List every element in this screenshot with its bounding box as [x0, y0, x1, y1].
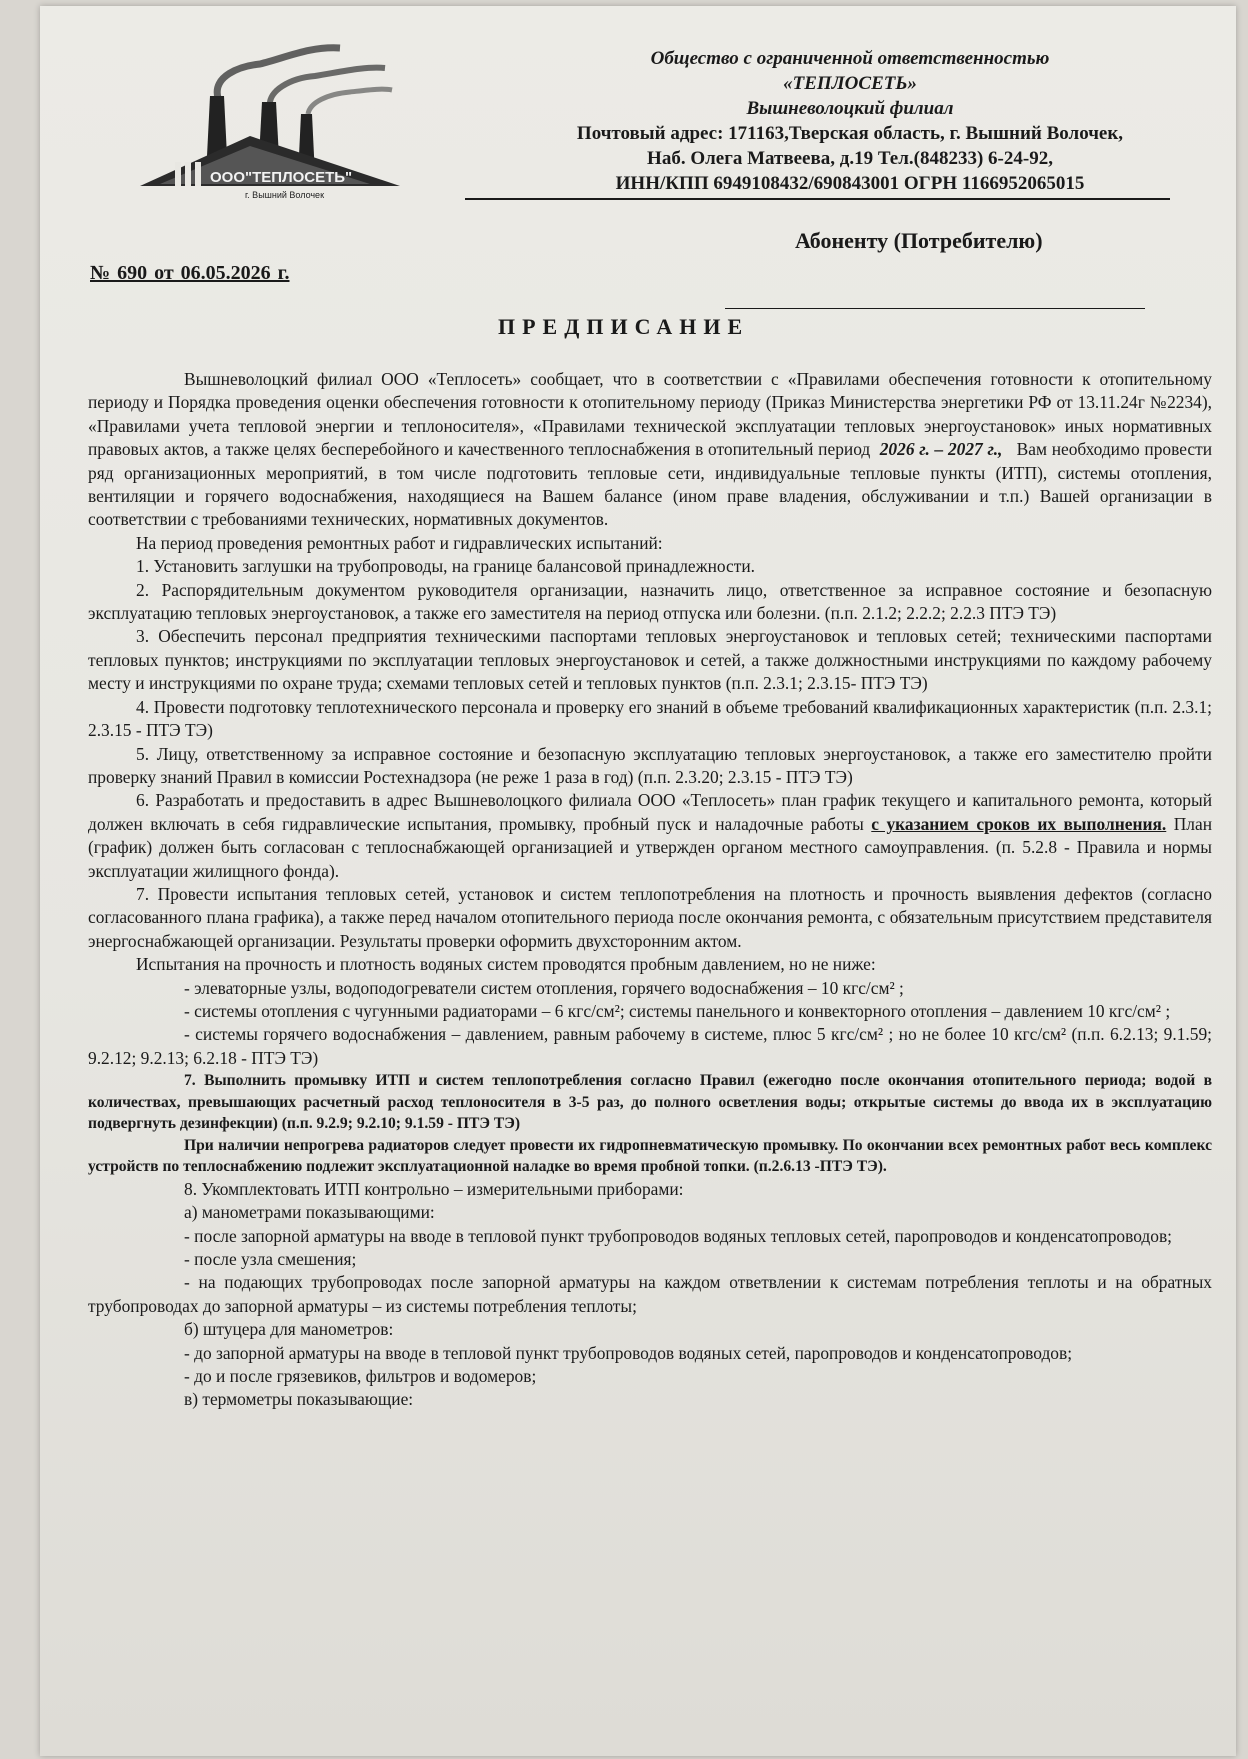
- organization-header: [460, 46, 1240, 196]
- org-line-tax-ids: ИНН/КПП 6949108432/690843001 ОГРН 1166952065015: [615, 173, 1085, 194]
- logo-subtext: г. Вышний Волочек: [245, 190, 325, 200]
- document-title: ПРЕДПИСАНИЕ: [498, 314, 750, 339]
- document-number: № 690 от 06.05.2026 г.: [90, 262, 290, 284]
- item-8b-1: - до запорной арматуры на вводе в тепловой пункт трубопроводов водяных сетей, паропроводов и конденсатопроводов;: [184, 1342, 1073, 1363]
- pressure-hot-water: - системы горячего водоснабжения – давлением, равным рабочему в системе, плюс 5 кгс/см² ; но не более 10 кгс/см² (п.п. 6.2.13; 9.1.59; 9.2.12; 9.2.13; 6.2.18 - ПТЭ ТЭ): [88, 1024, 1212, 1068]
- item-8a: а) манометрами показывающими:: [184, 1202, 435, 1223]
- item-2: 2. Распорядительным документом руководителя организации, назначить лицо, ответственное за исправное состояние и безопасную эксплуатацию тепловых энергоустановок, а также его заместителя на период отпуска или болезни. (п.п. 2.1.2; 2.2.2; 2.2.3 ПТЭ ТЭ): [88, 579, 1212, 624]
- item-4: 4. Провести подготовку теплотехнического персонала и проверку его знаний в объеме требований квалификационных характеристик (п.п. 2.3.1; 2.3.15 - ПТЭ ТЭ): [88, 696, 1212, 741]
- item-7-testing: 7. Провести испытания тепловых сетей, установок и систем теплопотребления на плотность и прочность выявления дефектов (согласно согласованного плана графика), а также перед началом отопительного периода после окончания ремонта, с обязательным присутствием представителя энергоснабжающей организации. Результаты проверки оформить двухсторонним актом.: [88, 883, 1212, 951]
- deadline-emphasis: с указанием сроков их выполнения.: [871, 813, 1167, 834]
- org-line-street-phone: Наб. Олега Матвеева, д.19 Тел.(848233) 6-24-92,: [647, 148, 1053, 169]
- addressee: Абоненту (Потребителю): [795, 228, 1043, 253]
- intro-paragraph: Вышневолоцкий филиал ООО «Теплосеть» сообщает, что в соответствии с «Правилами обеспечения готовности к отопительному периоду и Порядка проведения оценки обеспечения готовности к отопительному периоду (Приказ Министерства энергетики РФ от 13.11.24г №2234), «Правилами учета тепловой энергии и теплоносителя», «Правилами технической эксплуатации тепловых энергоустановок» иных нормативных правовых актов, а также целях бесперебойного и качественного теплоснабжения в отопительный период 2026 г. – 2027 г., Вам необходимо провести ряд организационных мероприятий, в том числе подготовить тепловые сети, индивидуальные тепловые пункты (ИТП), системы отопления, вентиляции и горячего водоснабжения, находящиеся на Вашем балансе (ином праве владения, обслуживании и т.п.) Вашей организации в соответствии с требованиями технических, нормативных документов.: [88, 369, 1213, 530]
- pressure-intro: Испытания на прочность и плотность водяных систем проводятся пробным давлением, но не ниже:: [136, 954, 876, 975]
- document-body: [88, 368, 1212, 1412]
- teploset-logo: [100, 36, 400, 206]
- item-7-flushing: 7. Выполнить промывку ИТП и систем теплопотребления согласно Правил (ежегодно после окончания отопительного периода; водой в количествах, превышающих расчетный расход теплоносителя в 3-5 раз, до полного осветления воды; открытые системы до ввода их в эксплуатацию подвергнуть дезинфекции) (п.п. 9.2.9; 9.2.10; 9.1.59 - ПТЭ ТЭ): [88, 1072, 1212, 1133]
- item-1: 1. Установить заглушки на трубопроводы, на границе балансовой принадлежности.: [136, 556, 756, 577]
- header-divider: [465, 198, 1170, 200]
- item-8a-3: - на подающих трубопроводах после запорной арматуры на каждом ответвлении к системам потребления теплоты и на обратных трубопроводах до запорной арматуры – из системы потребления теплоты;: [88, 1272, 1212, 1316]
- org-line-name: «ТЕПЛОСЕТЬ»: [783, 73, 917, 94]
- logo-text: ООО"ТЕПЛОСЕТЬ": [210, 169, 353, 186]
- item-8a-1: - после запорной арматуры на вводе в тепловой пункт трубопроводов водяных тепловых сетей, паропроводов и конденсатопроводов;: [184, 1225, 1172, 1246]
- flushing-note: При наличии непрогрева радиаторов следует провести их гидропневматическую промывку. По окончании всех ремонтных работ весь комплекс устройств по теплоснабжению подлежит эксплуатационной наладке во время пробной топки. (п.2.6.13 -ПТЭ ТЭ).: [88, 1136, 1212, 1176]
- item-8b: б) штуцера для манометров:: [184, 1319, 394, 1340]
- org-line-address: Почтовый адрес: 171163,Тверская область, г. Вышний Волочек,: [576, 123, 1124, 144]
- heating-period: 2026 г. – 2027 г.,: [879, 439, 1003, 460]
- item-8v: в) термометры показывающие:: [184, 1389, 414, 1410]
- document-sheet: [40, 6, 1236, 1756]
- org-line-branch: Вышневолоцкий филиал: [746, 98, 954, 119]
- addressee-underline: [725, 308, 1145, 309]
- pressure-elevator: - элеваторные узлы, водоподогреватели систем отопления, горячего водоснабжения – 10 кгс/см² ;: [184, 977, 904, 998]
- item-6: 6. Разработать и предоставить в адрес Вышневолоцкого филиала ООО «Теплосеть» план график текущего и капитального ремонта, который должен включать в себя гидравлические испытания, промывку, пробный пуск и наладочные работы с указанием сроков их выполнения. План (график) должен быть согласован с теплоснабжающей организацией и утвержден органом местного самоуправления. (п. 5.2.8 - Правила и нормы эксплуатации жилищного фонда).: [88, 790, 1212, 881]
- org-line-legal-form: Общество с ограниченной ответственностью: [650, 48, 1050, 69]
- pressure-radiators: - системы отопления с чугунными радиаторами – 6 кгс/см²; системы панельного и конвекторного отопления – давлением 10 кгс/см² ;: [184, 1000, 1171, 1021]
- item-5: 5. Лицу, ответственному за исправное состояние и безопасную эксплуатацию тепловых энергоустановок, а также его заместителю пройти проверку знаний Правил в комиссии Ростехнадзора (не реже 1 раза в год) (п.п. 2.3.20; 2.3.15 - ПТЭ ТЭ): [88, 743, 1212, 787]
- item-3: 3. Обеспечить персонал предприятия техническими паспортами тепловых энергоустановок и тепловых сетей; техническими паспортами тепловых пунктов; инструкциями по эксплуатации тепловых энергоустановок и сетей, а также должностными инструкциями по каждому рабочему месту и инструкциями по охране труда; схемами тепловых сетей и тепловых пунктов (п.п. 2.3.1; 2.3.15- ПТЭ ТЭ): [88, 626, 1212, 694]
- item-8a-2: - после узла смешения;: [184, 1248, 357, 1269]
- item-8: 8. Укомплектовать ИТП контрольно – измерительными приборами:: [184, 1178, 684, 1199]
- item-8b-2: - до и после грязевиков, фильтров и водомеров;: [184, 1365, 537, 1386]
- paragraph-period-heading: На период проведения ремонтных работ и гидравлических испытаний:: [136, 532, 663, 553]
